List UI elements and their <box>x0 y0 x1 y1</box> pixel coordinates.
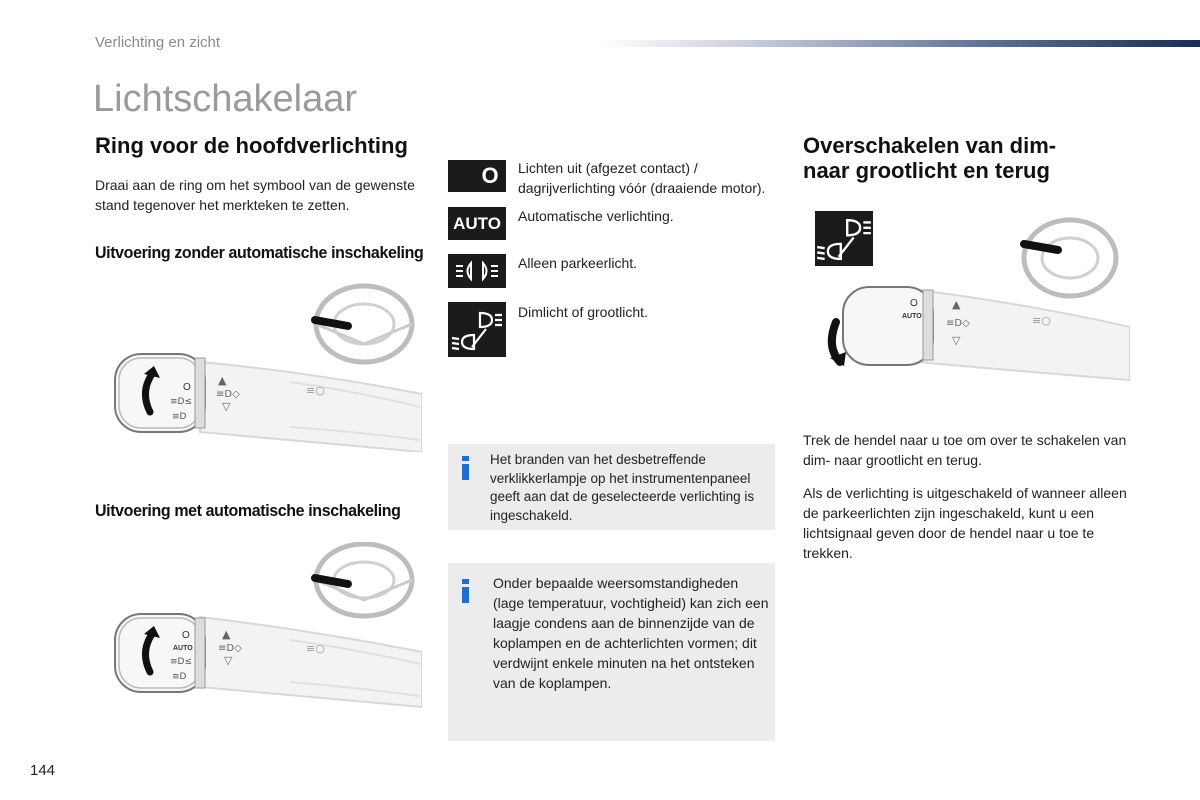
svg-text:≡D: ≡D <box>172 672 187 682</box>
svg-text:≡D≤: ≡D≤ <box>170 657 193 667</box>
auto-symbol-text: AUTO <box>453 213 501 233</box>
beam-switch-text-2: Als de verlichting is uitgeschakeld of wanneer alleen de parkeerlichten zijn ingeschakeld, kunt u een lichtsignaal geven door de hendel naar u toe te trekken. <box>803 485 1127 561</box>
info-icon <box>462 579 470 603</box>
stalk-illustration-auto <box>110 542 422 712</box>
svg-text:▽: ▽ <box>222 400 231 413</box>
svg-text:▽: ▽ <box>224 654 233 667</box>
stalk-marker-icon <box>1024 244 1058 250</box>
position-parking-label: Alleen parkeerlicht. <box>518 255 638 271</box>
o-symbol-text: O <box>481 163 499 188</box>
svg-text:≡○: ≡○ <box>1032 314 1051 327</box>
svg-text:≡○: ≡○ <box>306 642 325 655</box>
dipped-main-beam-icon <box>448 302 506 357</box>
auto-symbol-icon <box>448 207 506 240</box>
intro-text: Draai aan de ring om het symbool van de gewenste stand tegenover het merkteken te zetten. <box>95 177 415 213</box>
section-title: Verlichting en zicht <box>95 34 221 51</box>
svg-text:▲: ▲ <box>222 628 231 641</box>
parking-light-icon <box>448 254 506 288</box>
info-note-condensation <box>448 563 775 741</box>
info-icon <box>462 456 470 480</box>
stalk-illustration-manual <box>110 282 422 452</box>
stalk-auto-label: AUTO <box>902 313 922 320</box>
page-title: Lichtschakelaar <box>93 78 358 120</box>
position-off-label: Lichten uit (afgezet contact) / dagrijverlichting vóór (draaiende motor). <box>518 160 766 196</box>
note-text: Onder bepaalde weersomstandigheden (lage temperatuur, vochtigheid) kan zich een laagje condens aan de binnenzijde van de koplampen en de achterlichten vormen; dit verdwijnt enkele minuten na het ontsteken van de koplampen. <box>493 575 769 691</box>
page-number: 144 <box>30 762 56 779</box>
heading-main-light-ring: Ring voor de hoofdverlichting <box>95 133 408 158</box>
svg-text:▲: ▲ <box>218 374 227 387</box>
beam-switch-text-1: Trek de hendel naar u toe om over te schakelen van dim- naar grootlicht en terug. <box>803 432 1127 468</box>
svg-text:≡○: ≡○ <box>306 384 325 397</box>
svg-text:▲: ▲ <box>952 298 961 311</box>
position-auto-label: Automatische verlichting. <box>518 208 674 224</box>
info-note-indicator <box>448 444 775 530</box>
svg-text:≡D◇: ≡D◇ <box>946 318 970 329</box>
svg-text:≡D◇: ≡D◇ <box>218 643 242 654</box>
stalk-off-label: O <box>183 382 191 393</box>
stalk-illustration-pull <box>818 212 1130 382</box>
svg-text:≡D≤: ≡D≤ <box>170 397 193 407</box>
position-dipped-main-label: Dimlicht of grootlicht. <box>518 304 648 320</box>
svg-text:▽: ▽ <box>952 334 961 347</box>
steering-wheel-icon <box>1024 220 1116 296</box>
stalk-off-label: O <box>182 630 190 641</box>
svg-text:≡D: ≡D <box>172 412 187 422</box>
stalk-off-label: O <box>910 298 918 309</box>
subheading-manual: Uitvoering zonder automatische inschakeling <box>95 243 424 262</box>
header-gradient-bar <box>600 40 1200 47</box>
o-symbol-icon <box>448 160 506 192</box>
stalk-auto-label: AUTO <box>173 645 193 652</box>
note-text: Het branden van het desbetreffende verklikkerlampje op het instrumentenpaneel geeft aan dat de geselecteerde verlichting is ingeschakeld. <box>490 452 755 523</box>
heading-beam-switch: Overschakelen van dim- naar grootlicht en terug <box>803 133 1057 183</box>
svg-text:≡D◇: ≡D◇ <box>216 389 240 400</box>
subheading-auto: Uitvoering met automatische inschakeling <box>95 501 401 520</box>
